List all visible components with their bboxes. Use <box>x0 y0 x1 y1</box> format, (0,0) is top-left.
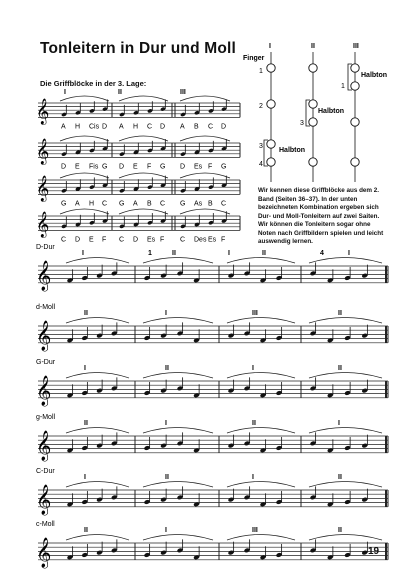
position-marker: II <box>172 250 176 257</box>
note-name: G <box>180 200 186 208</box>
note-name: G <box>119 200 125 208</box>
note-name: G <box>160 163 166 171</box>
finger-number: 3 <box>300 120 304 127</box>
note-name: F <box>160 236 165 244</box>
slur <box>227 428 295 434</box>
slur <box>309 428 382 434</box>
position-marker: II <box>84 420 88 427</box>
note-name: D <box>160 123 166 131</box>
slur <box>119 209 168 214</box>
note-name: C <box>160 200 166 208</box>
slur <box>60 136 109 141</box>
slur <box>66 318 129 324</box>
grip-block-staves <box>36 89 240 243</box>
note-name: E <box>133 163 138 171</box>
scale-name: d-Moll <box>36 304 56 311</box>
note-name: D <box>119 163 125 171</box>
finger-number: 4 <box>259 161 263 168</box>
treble-clef: 𝄞 <box>36 260 52 291</box>
grip-column-label: II <box>311 43 315 50</box>
page-title: Tonleitern in Dur und Moll <box>40 40 237 57</box>
slur <box>143 535 213 541</box>
grip-column-label: I <box>269 43 271 50</box>
position-marker: I <box>84 365 86 372</box>
note-name: Es <box>147 236 156 244</box>
position-marker: II <box>84 310 88 317</box>
slur <box>143 373 213 379</box>
slur <box>143 318 213 324</box>
note-name: A <box>75 200 80 208</box>
note-name: D <box>133 236 139 244</box>
note-name: B <box>147 200 152 208</box>
note-name: A <box>61 123 66 131</box>
scale-name: c-Moll <box>36 521 55 528</box>
position-marker: II <box>338 527 342 534</box>
finger-circle <box>309 100 317 108</box>
note-name: Cis <box>89 123 100 131</box>
finger-circle <box>267 140 275 148</box>
slur <box>227 373 295 379</box>
slur <box>309 258 382 264</box>
position-marker: III <box>252 310 258 317</box>
treble-clef: 𝄞 <box>36 430 52 461</box>
note-name: G <box>221 163 227 171</box>
note-name: D <box>102 123 108 131</box>
note-name: H <box>75 123 81 131</box>
position-marker: I <box>252 474 254 481</box>
slur <box>180 209 230 214</box>
finger-circle <box>351 118 359 126</box>
slur <box>143 482 213 488</box>
grip-column-label: III <box>353 43 359 50</box>
slur <box>66 535 129 541</box>
note-name: G <box>102 163 108 171</box>
slur <box>60 209 109 214</box>
finger-circle <box>267 100 275 108</box>
finger-circle <box>351 64 359 72</box>
note-name: E <box>75 163 80 171</box>
note-name: C <box>102 200 108 208</box>
note-name: Es <box>208 236 217 244</box>
scale-name: G-Dur <box>36 359 56 366</box>
finger-circle <box>309 118 317 126</box>
position-marker: I <box>252 365 254 372</box>
note-name: H <box>89 200 95 208</box>
slur <box>309 482 382 488</box>
finger-circle <box>351 82 359 90</box>
position-marker: I <box>84 474 86 481</box>
position-marker: II <box>165 365 169 372</box>
position-marker: II <box>252 420 256 427</box>
position-marker: III <box>180 89 186 96</box>
treble-clef: 𝄞 <box>36 175 50 201</box>
slur <box>60 173 109 178</box>
finger-circle <box>267 158 275 166</box>
position-marker: I <box>165 420 167 427</box>
position-marker: I <box>82 250 84 257</box>
treble-clef: 𝄞 <box>36 211 50 237</box>
finger-label: Finger <box>243 55 265 62</box>
note-name: Des <box>194 236 207 244</box>
finger-circle <box>309 158 317 166</box>
position-marker: I <box>228 250 230 257</box>
treble-clef: 𝄞 <box>36 320 52 351</box>
slur <box>66 258 129 264</box>
position-marker: III <box>252 527 258 534</box>
position-marker: II <box>84 527 88 534</box>
position-marker: 1 <box>148 250 152 257</box>
note-name: E <box>89 236 94 244</box>
note-name: B <box>194 123 199 131</box>
section-subtitle: Die Griffblöcke in der 3. Lage: <box>40 79 147 88</box>
position-marker: I <box>348 250 350 257</box>
note-name: F <box>147 163 152 171</box>
slur <box>66 428 129 434</box>
note-name: C <box>61 236 67 244</box>
slur <box>180 173 230 178</box>
position-marker: I <box>64 89 66 96</box>
scale-staves <box>36 244 388 569</box>
position-marker: 4 <box>320 250 324 257</box>
slur <box>60 96 109 101</box>
note-name: C <box>208 123 214 131</box>
note-name: D <box>180 163 186 171</box>
slur <box>143 258 213 264</box>
finger-number: 1 <box>259 68 263 75</box>
finger-number: 1 <box>341 83 345 90</box>
note-name: C <box>180 236 186 244</box>
slur <box>119 136 168 141</box>
slur <box>309 318 382 324</box>
note-name: A <box>180 123 185 131</box>
position-marker: I <box>338 420 340 427</box>
note-name: A <box>133 200 138 208</box>
note-name: D <box>221 123 227 131</box>
grip-diagram <box>243 43 387 182</box>
slur <box>309 535 382 541</box>
treble-clef: 𝄞 <box>36 484 52 515</box>
finger-number: 2 <box>259 103 263 110</box>
treble-clef: 𝄞 <box>36 138 50 164</box>
note-name: D <box>75 236 81 244</box>
scale-name: C-Dur <box>36 468 55 475</box>
treble-clef: 𝄞 <box>36 375 52 406</box>
position-marker: II <box>338 310 342 317</box>
note-name: F <box>221 236 226 244</box>
note-name: As <box>194 200 203 208</box>
slur <box>66 482 129 488</box>
finger-circle <box>351 158 359 166</box>
note-name: G <box>61 200 67 208</box>
halbton-label: Halbton <box>318 108 345 115</box>
slur <box>227 482 295 488</box>
position-marker: II <box>338 474 342 481</box>
slur <box>309 373 382 379</box>
note-name: C <box>147 123 153 131</box>
slur <box>227 535 295 541</box>
finger-number: 3 <box>259 143 263 150</box>
slur <box>119 173 168 178</box>
halbton-label: Halbton <box>361 72 388 79</box>
slur <box>227 258 295 264</box>
note-name: F <box>208 163 213 171</box>
note-name: Es <box>194 163 203 171</box>
note-name: C <box>119 236 125 244</box>
page-number: 19 <box>368 546 380 557</box>
slur <box>143 428 213 434</box>
treble-clef: 𝄞 <box>36 98 50 124</box>
scale-name: g-Moll <box>36 414 56 421</box>
slur <box>227 318 295 324</box>
position-marker: I <box>165 310 167 317</box>
position-marker: II <box>118 89 122 96</box>
position-marker: II <box>262 250 266 257</box>
slur <box>180 136 230 141</box>
note-name: C <box>221 200 227 208</box>
position-marker: I <box>165 527 167 534</box>
finger-circle <box>267 64 275 72</box>
note-name: F <box>102 236 107 244</box>
note-name: D <box>61 163 67 171</box>
slur <box>66 373 129 379</box>
position-marker: II <box>338 365 342 372</box>
slur <box>119 96 168 101</box>
explanation-paragraph: Wir kennen diese Griffblöcke aus dem 2. Band (Seiten 36–37). In der unten bezeichneten Kombination ergeben sich Dur- und Moll-Tonleitern auf zwei Saiten. Wir können die Tonleitern sogar ohne Noten nach Griffbildern spielen und leicht auswendig lernen. <box>258 187 384 245</box>
scale-name: D-Dur <box>36 244 55 251</box>
treble-clef: 𝄞 <box>36 537 52 568</box>
halbton-label: Halbton <box>279 147 306 154</box>
note-name: Fis <box>89 163 99 171</box>
slur <box>180 96 230 101</box>
note-name: H <box>133 123 139 131</box>
position-marker: II <box>165 474 169 481</box>
note-name: B <box>208 200 213 208</box>
note-name: A <box>119 123 124 131</box>
finger-circle <box>309 64 317 72</box>
